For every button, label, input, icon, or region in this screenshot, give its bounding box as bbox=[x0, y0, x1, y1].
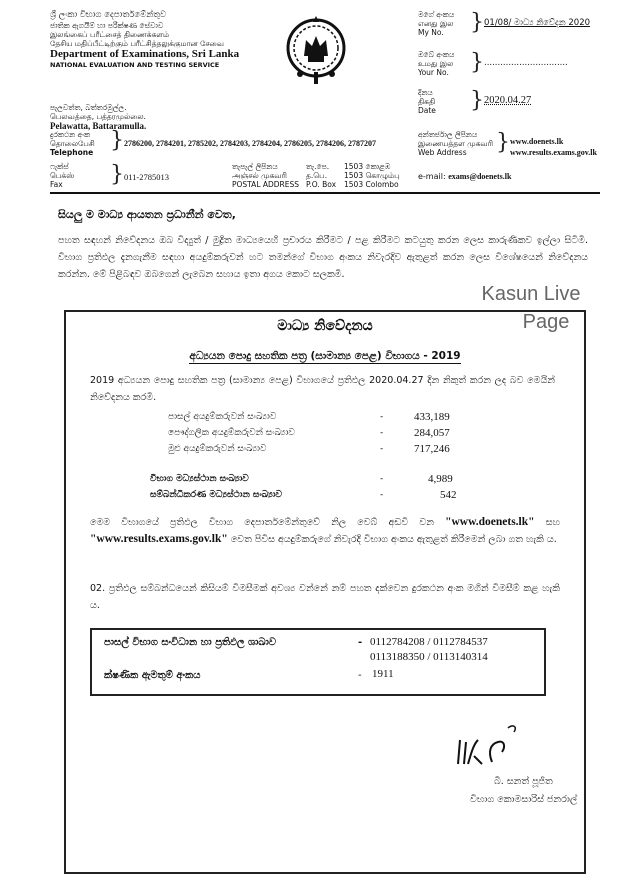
web-address-1[interactable]: www.doenets.lk bbox=[510, 137, 564, 146]
my-no-label-ta: எனது இல bbox=[418, 19, 454, 28]
po-label-si: තැ.පෙ. bbox=[306, 162, 330, 171]
brace: } bbox=[470, 10, 484, 35]
stat-label: පාසල් අයදුම්කරුවන් සංඛ්‍යාව bbox=[168, 412, 277, 422]
stat-dash: - bbox=[380, 490, 384, 500]
web-address-2[interactable]: www.results.exams.gov.lk bbox=[510, 148, 597, 157]
date-value: 2020.04.27 bbox=[484, 95, 532, 106]
po-label-ta: த.பெ. bbox=[306, 171, 328, 180]
branch-numbers bbox=[370, 635, 488, 665]
doenets-link[interactable]: "www.doenets.lk" bbox=[445, 516, 535, 528]
phone-label-ta: தொலைபேசி bbox=[50, 139, 95, 148]
po-label-en: P.O. Box bbox=[306, 180, 337, 189]
notice-title: මාධ්‍ය නිවේදනය bbox=[277, 318, 373, 334]
stat-label: මුළු අයදුම්කරුවන් සංඛ්‍යාව bbox=[168, 444, 267, 454]
web-addresses bbox=[510, 136, 597, 158]
service-name-si: ජාතික ඇගයීම් හා පරීක්ෂණ සේවාව bbox=[50, 21, 164, 30]
dept-name-en: Department of Examinations, Sri Lanka bbox=[50, 48, 240, 60]
brace: } bbox=[110, 128, 124, 153]
phone-label-en: Telephone bbox=[50, 148, 94, 157]
postal-labels bbox=[232, 162, 302, 189]
postal-label-ta: அஞ்சல் முகவரி bbox=[232, 171, 287, 180]
salutation: සියලු ම මාධ්‍ය ආයතන ප්‍රධානීන් වෙත, bbox=[58, 208, 236, 221]
web-label-ta: இணையத்தள முகவரி bbox=[418, 139, 493, 148]
stat-value: 284,057 bbox=[414, 427, 450, 439]
date-label-si: දිනය bbox=[418, 88, 433, 97]
web-para-text-1: මෙම විභාගයේ ප්‍රතිඵල විභාග දෙපාර්තමේන්තුවේ නිල වෙබ් අඩවි වන bbox=[90, 517, 434, 528]
stat-dash: - bbox=[380, 444, 384, 454]
po-values bbox=[344, 162, 414, 189]
results-link[interactable]: "www.results.exams.gov.lk" bbox=[90, 533, 228, 545]
your-no-value: ............................... bbox=[484, 58, 568, 68]
notice-body: 2019 අධ්‍යයන පොදු සහතික පත්‍ර (සාමාන්‍ය පෙළ) විභාගයේ ප්‍රතිඵල 2020.04.27 දින නිකුත් කරන ලද බව මෙයින් නිවේදනය කරමි. bbox=[90, 375, 555, 403]
date-label-ta: திகதி bbox=[418, 97, 436, 106]
service-name-en: NATIONAL EVALUATION AND TESTING SERVICE bbox=[50, 61, 220, 69]
stat-row bbox=[150, 490, 480, 504]
my-no-label-si: මගේ අංකය bbox=[418, 10, 455, 19]
header-divider bbox=[50, 192, 600, 194]
web-label-en: Web Address bbox=[418, 148, 467, 157]
dept-name-si: ශ්‍රී ලංකා විභාග දෙපාර්තමේන්තුව bbox=[50, 10, 167, 20]
postal-label-en: POSTAL ADDRESS bbox=[232, 180, 300, 189]
web-labels bbox=[418, 130, 498, 157]
hotline-dash: - bbox=[358, 670, 362, 681]
address-si: පැලවත්ත, බත්තරමුල්ල. bbox=[50, 103, 127, 112]
phone-numbers: 2786200, 2784201, 2785202, 2784203, 2784204, 2786205, 2784206, 2787207 bbox=[124, 139, 376, 148]
stat-dash: - bbox=[380, 428, 384, 438]
signatory-name: බී. සනත් පූජිත bbox=[494, 776, 553, 787]
email-label: e-mail: bbox=[418, 172, 446, 181]
fax-labels bbox=[50, 162, 110, 189]
your-no-label-si: ඔබේ අංකය bbox=[418, 50, 455, 59]
stat-label: පෞද්ගලික අයදුම්කරුවන් සංඛ්‍යාව bbox=[168, 428, 295, 438]
watermark-line-2: Page bbox=[522, 311, 570, 333]
sri-lanka-emblem-icon bbox=[284, 12, 348, 86]
branch-number-line[interactable]: 0113188350 / 0113140314 bbox=[370, 651, 488, 663]
branch-number-line[interactable]: 0112784208 / 0112784537 bbox=[370, 636, 488, 648]
address-en: Pelawatta, Battaramulla. bbox=[50, 121, 147, 131]
watermark-line-1: Kasun Live bbox=[481, 283, 581, 305]
po-value-si: 1503 කොළඹ bbox=[344, 162, 391, 171]
item-02: 02. ප්‍රතිඵල සම්බන්ධයෙන් කිසියම් විමසීමක් අවශ්‍ය වන්නේ නම් පහත දක්වෙන දුරකථන අංක මගින් විමසීම් කළ හැකි ය. bbox=[90, 583, 560, 611]
fax-label-ta: பெக்ஸ் bbox=[50, 171, 75, 180]
stat-row bbox=[150, 474, 480, 488]
your-no-label-ta: உமது இல bbox=[418, 59, 454, 68]
stat-row bbox=[168, 444, 478, 458]
web-label-si: අන්තර්ජාල ලිපිනය bbox=[418, 130, 478, 139]
letterhead-left bbox=[50, 10, 280, 70]
service-name-ta: தேசிய மதிப்பீட்டிற்கும் பரீட்சித்தலுக்குமான சேவை bbox=[50, 39, 224, 48]
po-value-en: 1503 Colombo bbox=[344, 180, 399, 189]
brace: } bbox=[470, 50, 484, 75]
signatory-title: විභාග කොමසාරිස් ජනරාල් bbox=[470, 794, 578, 805]
handwritten-signature-icon bbox=[452, 722, 532, 772]
stat-value: 542 bbox=[440, 489, 457, 501]
postal-label-si: තැපැල් ලිපිනය bbox=[232, 162, 278, 171]
stat-dash: - bbox=[380, 474, 384, 484]
brace: } bbox=[110, 162, 124, 187]
dept-name-ta: இலங்கைப் பரீட்சைத் திணைக்களம் bbox=[50, 30, 170, 39]
address-block bbox=[50, 103, 270, 132]
email-value[interactable]: exams@doenets.lk bbox=[448, 172, 512, 181]
po-labels bbox=[306, 162, 342, 189]
your-no-labels bbox=[418, 50, 478, 77]
brace: } bbox=[496, 130, 510, 155]
my-no-labels bbox=[418, 10, 478, 37]
fax-label-en: Fax bbox=[50, 180, 63, 189]
intro-paragraph: පහත සඳහන් නිවේදනය ඔබ විද්‍යුත් / මුද්‍රිත මාධ්‍යයෙහි ප්‍රචාරය කිරීමට / පළ කිරීමට කටයුතු කරන ලෙස කාරුණිකව ඉල්ලා සිටිමි. විභාග ප්‍රතිඵල දැනගැනීම සඳහා අයදුම්කරුවන් හට තමන්ගේ විභාග අංකය නිවැරදිව ඇතුළත් කරන ලෙස විශේෂයෙන් නිවේදනය කරන්න. මේ පිළිබඳව ඔබගෙන් ලැබෙන සහාය ඉතා අගය කොට සලකමි. bbox=[58, 235, 588, 280]
hotline-label: ක්ෂණික ඇමතුම් අංකය bbox=[104, 670, 201, 681]
stat-label: සම්බන්ධීකරණ මධ්‍යස්ථාන සංඛ්‍යාව bbox=[150, 490, 283, 500]
stat-row bbox=[168, 412, 478, 426]
brace: } bbox=[470, 88, 484, 113]
date-labels bbox=[418, 88, 478, 115]
my-no-label-en: My No. bbox=[418, 28, 444, 37]
hotline-number[interactable]: 1911 bbox=[372, 668, 394, 680]
my-no-value: 01/08/ මාධ්‍ය නිවේදන 2020 bbox=[484, 18, 591, 28]
web-para-text-2: සහ bbox=[545, 517, 560, 528]
stat-value: 717,246 bbox=[414, 443, 450, 455]
branch-label: පාසල් විභාග සංවිධාන හා ප්‍රතිඵල ශාඛාව bbox=[104, 637, 277, 648]
phone-label-si: දුරකථන අංක bbox=[50, 130, 91, 139]
branch-dash: - bbox=[358, 637, 363, 648]
fax-number: 011-2785013 bbox=[124, 172, 170, 182]
web-para-text-3: වෙත පිවිස අයදුම්කරුගේ නිවැරදි විභාග අංකය ඇතුළත් කිරීමෙන් ලබා ගත හැකි ය. bbox=[230, 534, 557, 545]
stat-label: විභාග මධ්‍යස්ථාන සංඛ්‍යාව bbox=[150, 474, 249, 484]
address-ta: பெலவத்தை, பத்தரமுல்லை. bbox=[50, 112, 146, 121]
date-label-en: Date bbox=[418, 106, 436, 115]
web-paragraph bbox=[90, 514, 560, 548]
your-no-label-en: Your No. bbox=[418, 68, 449, 77]
stat-row bbox=[168, 428, 478, 442]
stat-dash: - bbox=[380, 412, 384, 422]
notice-subtitle-wrap bbox=[64, 350, 586, 363]
notice-subtitle: අධ්‍යයන පොදු සහතික පත්‍ර (සාමාන්‍ය පෙළ) විභාගය - 2019 bbox=[189, 350, 461, 362]
stat-value: 4,989 bbox=[428, 473, 453, 485]
po-value-ta: 1503 கொழும்பு bbox=[344, 171, 400, 180]
fax-label-si: ෆැක්ස් bbox=[50, 162, 69, 171]
email-row bbox=[418, 172, 511, 181]
stat-value: 433,189 bbox=[414, 411, 450, 423]
